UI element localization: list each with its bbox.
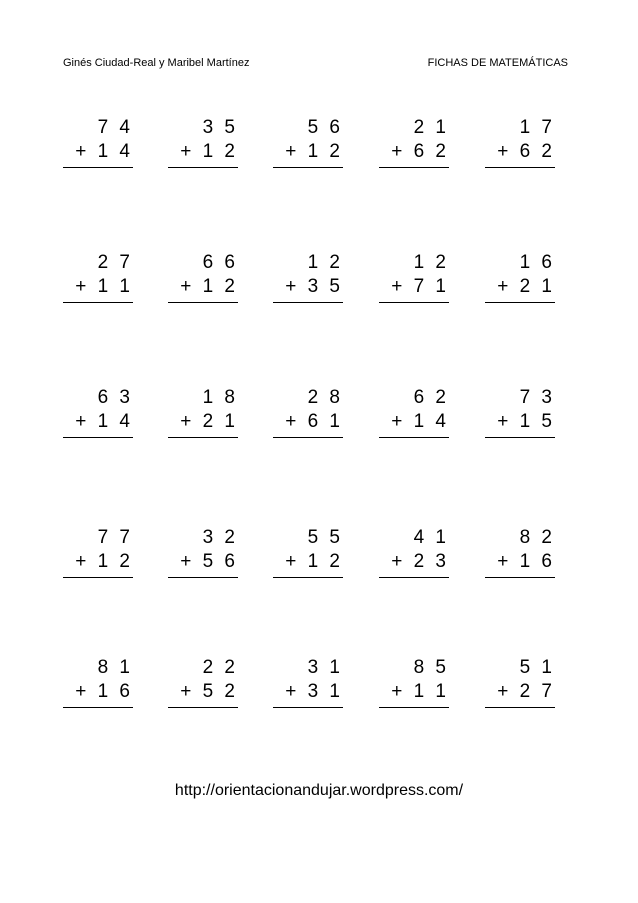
addition-problem xyxy=(379,116,449,168)
problem-addend-bottom: + 1 2 xyxy=(63,550,133,578)
problem-addend-top: 3 5 xyxy=(202,117,238,138)
addition-problem xyxy=(379,386,449,438)
problem-addend-top: 2 8 xyxy=(307,387,343,408)
addition-problem xyxy=(168,116,238,168)
problem-addend-top: 6 2 xyxy=(413,387,449,408)
addition-problem xyxy=(168,656,238,708)
problem-addend-top: 4 1 xyxy=(413,527,449,548)
addition-problem xyxy=(63,116,133,168)
addition-problem xyxy=(273,526,343,578)
problem-addend-top: 6 6 xyxy=(202,252,238,273)
addition-problem xyxy=(485,526,555,578)
problem-addend-top: 7 4 xyxy=(97,117,133,138)
problem-addend-bottom: + 6 1 xyxy=(273,410,343,438)
problem-addend-bottom: + 5 2 xyxy=(168,680,238,708)
problem-addend-bottom: + 1 2 xyxy=(273,550,343,578)
addition-problem xyxy=(379,656,449,708)
addition-problem xyxy=(168,526,238,578)
problem-addend-top: 5 1 xyxy=(519,657,555,678)
problem-addend-bottom: + 2 1 xyxy=(485,275,555,303)
footer-url[interactable]: http://orientacionandujar.wordpress.com/ xyxy=(174,782,464,799)
addition-problem xyxy=(168,251,238,303)
problem-addend-bottom: + 1 4 xyxy=(379,410,449,438)
problem-addend-bottom: + 1 4 xyxy=(63,140,133,168)
problem-addend-top: 2 7 xyxy=(97,252,133,273)
problem-addend-top: 1 2 xyxy=(307,252,343,273)
problem-addend-top: 2 1 xyxy=(413,117,449,138)
problem-addend-bottom: + 6 2 xyxy=(485,140,555,168)
problem-addend-bottom: + 2 3 xyxy=(379,550,449,578)
addition-problem xyxy=(63,656,133,708)
problem-addend-top: 2 2 xyxy=(202,657,238,678)
addition-problem xyxy=(485,386,555,438)
problem-addend-bottom: + 3 1 xyxy=(273,680,343,708)
problem-addend-top: 8 5 xyxy=(413,657,449,678)
problem-addend-bottom: + 7 1 xyxy=(379,275,449,303)
problem-addend-bottom: + 3 5 xyxy=(273,275,343,303)
problem-addend-top: 8 1 xyxy=(97,657,133,678)
header-authors: Ginés Ciudad-Real y Maribel Martínez xyxy=(63,57,250,69)
problem-addend-bottom: + 2 1 xyxy=(168,410,238,438)
addition-problem xyxy=(273,116,343,168)
header-title: FICHAS DE MATEMÁTICAS xyxy=(427,57,568,69)
problem-addend-bottom: + 1 5 xyxy=(485,410,555,438)
problem-addend-top: 1 8 xyxy=(202,387,238,408)
addition-problem xyxy=(485,116,555,168)
addition-problem xyxy=(485,656,555,708)
addition-problem xyxy=(379,526,449,578)
addition-problem xyxy=(168,386,238,438)
problem-addend-bottom: + 6 2 xyxy=(379,140,449,168)
problem-addend-bottom: + 1 1 xyxy=(379,680,449,708)
problem-addend-bottom: + 1 6 xyxy=(63,680,133,708)
problem-addend-bottom: + 1 2 xyxy=(168,140,238,168)
problem-addend-top: 3 1 xyxy=(307,657,343,678)
addition-problem xyxy=(63,386,133,438)
addition-problem xyxy=(63,251,133,303)
problem-addend-bottom: + 1 2 xyxy=(273,140,343,168)
problem-addend-top: 1 7 xyxy=(519,117,555,138)
problem-addend-top: 3 2 xyxy=(202,527,238,548)
addition-problem xyxy=(273,251,343,303)
problem-addend-top: 5 6 xyxy=(307,117,343,138)
problem-addend-bottom: + 5 6 xyxy=(168,550,238,578)
problem-addend-bottom: + 1 4 xyxy=(63,410,133,438)
problem-addend-bottom: + 1 6 xyxy=(485,550,555,578)
addition-problem xyxy=(273,656,343,708)
addition-problem xyxy=(273,386,343,438)
addition-problem xyxy=(63,526,133,578)
problem-addend-top: 8 2 xyxy=(519,527,555,548)
problem-addend-top: 5 5 xyxy=(307,527,343,548)
addition-problem xyxy=(485,251,555,303)
problem-addend-top: 1 6 xyxy=(519,252,555,273)
problem-addend-top: 6 3 xyxy=(97,387,133,408)
addition-problem xyxy=(379,251,449,303)
problem-addend-top: 1 2 xyxy=(413,252,449,273)
problem-addend-bottom: + 1 2 xyxy=(168,275,238,303)
problem-addend-top: 7 3 xyxy=(519,387,555,408)
problem-addend-top: 7 7 xyxy=(97,527,133,548)
problem-addend-bottom: + 2 7 xyxy=(485,680,555,708)
problem-addend-bottom: + 1 1 xyxy=(63,275,133,303)
